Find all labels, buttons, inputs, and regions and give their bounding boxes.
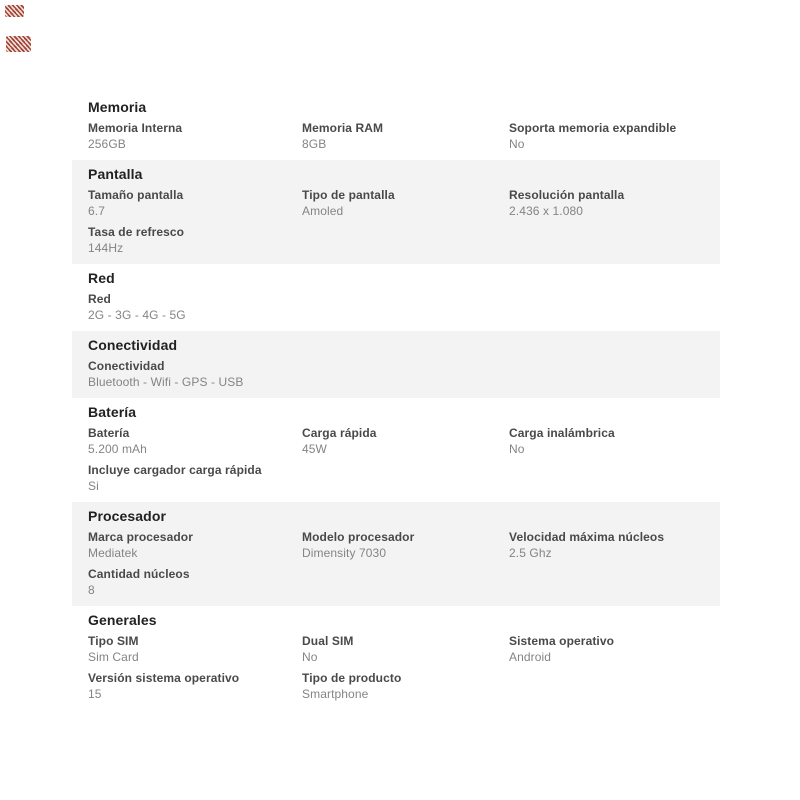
spec-item-label: Incluye cargador carga rápida <box>88 463 262 477</box>
spec-section-procesador <box>72 502 720 606</box>
spec-item-label: Tipo de producto <box>302 671 402 685</box>
section-title: Memoria <box>88 99 147 115</box>
spec-item <box>509 426 704 456</box>
section-items-grid <box>88 359 704 389</box>
spec-item-label: Cantidad núcleos <box>88 567 190 581</box>
spec-item-value: Sim Card <box>88 650 139 664</box>
spec-item-label: Tamaño pantalla <box>88 188 184 202</box>
spec-item-label: Memoria RAM <box>302 121 384 135</box>
spec-item-value: No <box>509 442 525 456</box>
spec-item-value: 5.200 mAh <box>88 442 147 456</box>
spec-item-value: 144Hz <box>88 241 124 255</box>
spec-item <box>302 121 509 151</box>
spec-item-value: 2.436 x 1.080 <box>509 204 584 218</box>
spec-item-value: 8 <box>88 583 95 597</box>
spec-item-label: Tipo SIM <box>88 634 139 648</box>
spec-item <box>88 188 302 218</box>
spec-item <box>509 530 704 560</box>
spec-item <box>88 359 302 389</box>
spec-item <box>302 671 509 701</box>
spec-item-label: Carga rápida <box>302 426 377 440</box>
spec-item <box>88 567 302 597</box>
spec-item-value: Bluetooth - Wifi - GPS - USB <box>88 375 244 389</box>
spec-sections <box>72 93 720 710</box>
spec-item-label: Tasa de refresco <box>88 225 185 239</box>
spec-item-value: 256GB <box>88 137 126 151</box>
spec-item <box>302 426 509 456</box>
spec-section-conectividad <box>72 331 720 398</box>
spec-item <box>88 225 302 255</box>
spec-item-label: Dual SIM <box>302 634 354 648</box>
spec-item-value: Android <box>509 650 552 664</box>
spec-section-red <box>72 264 720 331</box>
spec-item-value: Dimensity 7030 <box>302 546 387 560</box>
spec-item-label: Sistema operativo <box>509 634 615 648</box>
spec-item-label: Resolución pantalla <box>509 188 625 202</box>
corner-artifact-icon <box>5 5 24 17</box>
section-title: Generales <box>88 612 157 628</box>
spec-item <box>302 634 509 664</box>
section-items-grid <box>88 426 704 493</box>
spec-item <box>509 634 704 664</box>
spec-item-value: Smartphone <box>302 687 369 701</box>
spec-item-value: Amoled <box>302 204 344 218</box>
spec-item-value: Mediatek <box>88 546 138 560</box>
section-items-grid <box>88 121 704 151</box>
spec-item <box>88 463 302 493</box>
spec-item <box>88 530 302 560</box>
spec-item <box>302 530 509 560</box>
section-items-grid <box>88 188 704 255</box>
spec-section-memoria <box>72 93 720 160</box>
spec-item <box>509 121 704 151</box>
section-title: Red <box>88 270 115 286</box>
spec-item-label: Red <box>88 292 111 306</box>
spec-item <box>509 188 704 218</box>
spec-item-value: 6.7 <box>88 204 105 218</box>
spec-item-label: Modelo procesador <box>302 530 415 544</box>
spec-item-value: 8GB <box>302 137 327 151</box>
spec-item <box>88 426 302 456</box>
spec-item-label: Batería <box>88 426 130 440</box>
section-title: Procesador <box>88 508 167 524</box>
spec-section-generales <box>72 606 720 710</box>
spec-item-label: Conectividad <box>88 359 165 373</box>
spec-item-value: Si <box>88 479 99 493</box>
spec-item <box>88 292 302 322</box>
spec-item <box>88 671 302 701</box>
spec-item-value: 2G - 3G - 4G - 5G <box>88 308 186 322</box>
spec-item <box>88 121 302 151</box>
spec-item-label: Velocidad máxima núcleos <box>509 530 665 544</box>
section-items-grid <box>88 292 704 322</box>
section-title: Pantalla <box>88 166 143 182</box>
spec-item-value: No <box>509 137 525 151</box>
spec-item-label: Memoria Interna <box>88 121 183 135</box>
section-title: Conectividad <box>88 337 178 353</box>
spec-item-label: Soporta memoria expandible <box>509 121 677 135</box>
section-title: Batería <box>88 404 137 420</box>
spec-item-value: 2.5 Ghz <box>509 546 552 560</box>
spec-item-label: Carga inalámbrica <box>509 426 615 440</box>
spec-item <box>302 188 509 218</box>
spec-item <box>88 634 302 664</box>
spec-item-label: Tipo de pantalla <box>302 188 395 202</box>
spec-item-value: No <box>302 650 318 664</box>
spec-item-label: Marca procesador <box>88 530 193 544</box>
corner-artifact-icon <box>6 36 31 52</box>
spec-item-label: Versión sistema operativo <box>88 671 240 685</box>
spec-item-value: 15 <box>88 687 102 701</box>
section-items-grid <box>88 634 704 701</box>
section-items-grid <box>88 530 704 597</box>
spec-section-pantalla <box>72 160 720 264</box>
spec-item-value: 45W <box>302 442 327 456</box>
spec-section-bateria <box>72 398 720 502</box>
